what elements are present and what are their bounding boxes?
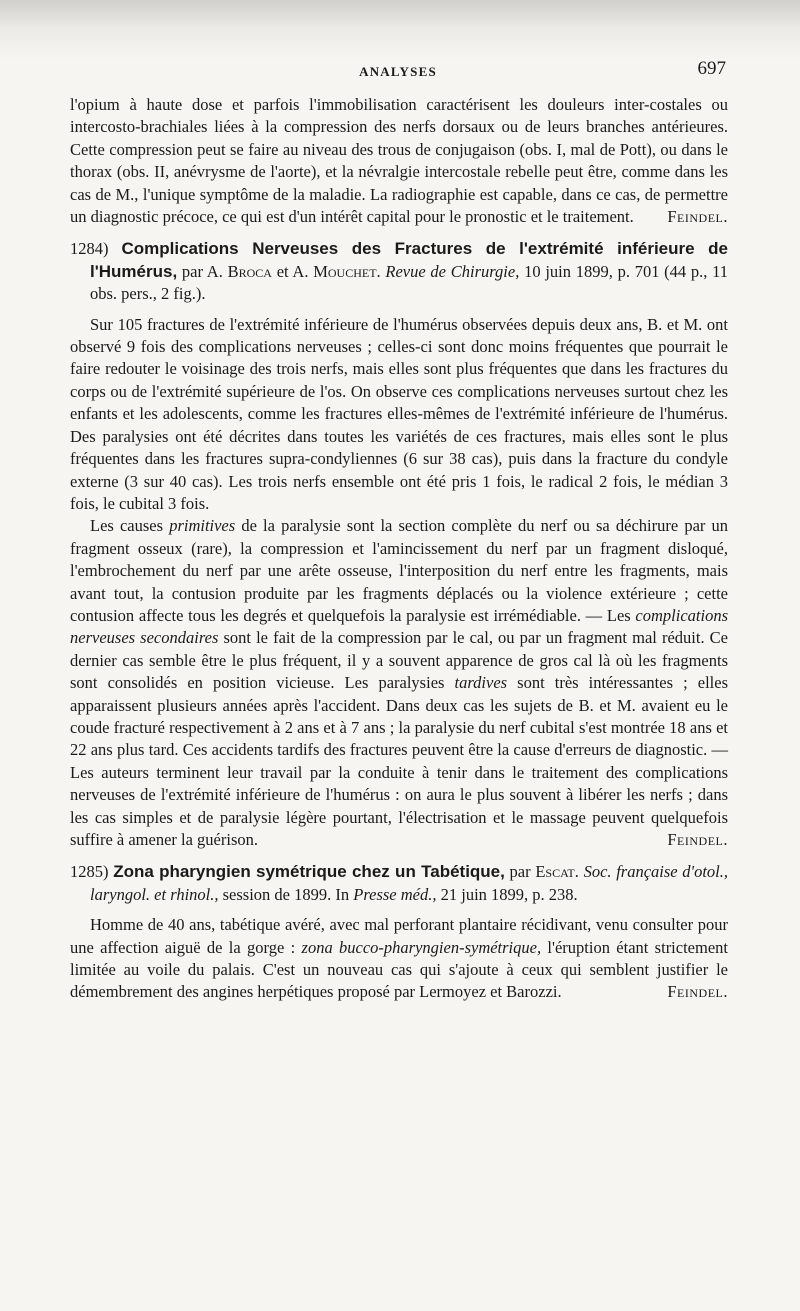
reference-text: session de 1899. In [222,884,350,904]
entry-title: Zona pharyngien symétrique chez un Tabétique, [113,862,505,882]
entry-title: Complications Nerveuses des Fractures de l'extrémité inférieure de l'Humérus, [90,239,729,281]
emphasis-text: primitives [169,516,236,536]
author-name: Broca [227,261,272,281]
journal-name: Revue de Chirurgie, [385,261,520,281]
signature: Feindel. [667,830,728,849]
reference-text: 10 juin 1899, p. 701 (44 p., 11 obs. pers., 2 fig.). [90,261,729,304]
entry-number: 1285) [70,862,109,882]
paragraph-text: l'éruption étant strictement limitée au voile du palais. C'est un nouveau cas qui s'ajoute à ceux qui semblent justifier le démembrement des angines herpétiques proposé par Lermoyez et Barozzi. [70,937,728,1002]
paragraph-text: Homme de 40 ans, tabétique avéré, avec mal perforant plantaire récidivant, venu consulter pour une affection aiguë de la gorge : [70,915,728,957]
reference-text: par [509,862,531,882]
signature: Feindel. [667,982,728,1002]
running-title: ANALYSES [359,64,437,79]
article-body [70,94,728,1004]
emphasis-text: complications nerveuses secondaires [70,605,728,648]
reference-text: et A. [276,261,309,281]
entry-1285-paragraph [70,914,728,1004]
paragraph-text: sont très intéressantes ; elles apparaissent plusieurs années après l'accident. Dans deux cas les sujets de B. et M. avaient eu le coude fracturé respectivement à 2 ans et à 7 ans ; la paralysie du nerf cubital s'est montrée 18 ans et 22 ans plus tard. Ces accidents tardifs des fractures peuvent être la cause d'erreurs de diagnostic. — Les auteurs terminent leur travail par la conduite à tenir dans le traitement des complications nerveuses de l'extrémité inférieure de l'humérus : on aura le plus souvent à libérer les nerfs ; dans les cas simples et de paralysie légère pourtant, l'électrisation et le massage peuvent quelquefois suffire à amener la guérison. [70,673,728,849]
paragraph-text: de la paralysie sont la section complète du nerf ou sa déchirure par un fragment osseux (rare), la compression et l'amincissement du nerf par un fragment disloqué, l'embrochement du nerf par une arête osseuse, l'interposition du nerf entre les fragments, mais avant tout, la contusion produite par les fragments déplacés ou la violence extérieure ; cette contusion affecte tous les degrés et quelquefois la paralysie est irrémédiable. — Les [70,516,729,625]
journal-name: Soc. française d'otol., laryngol. et rhinol., [90,862,728,904]
entry-1284-paragraph-1: Sur 105 fractures de l'extrémité inférieure de l'humérus observées depuis deux ans, B. et M. ont observé 9 fois des complications nerveuses ; celles-ci sont donc moins fréquentes que pourrait le faire redouter le voisinage des trois nerfs, mais elles sont plus fréquentes que dans les fractures du corps ou de l'extrémité supérieure de l'os. On observe ces complications nerveuses surtout chez les enfants et les adolescents, comme les fractures elles-mêmes de l'extrémité inférieure de l'humérus. Des paralysies ont été décrites dans toutes les variétés de ces fractures, mais elles sont le plus fréquentes dans les fractures supra-condyliennes (6 sur 38 cas), puis dans la fracture du condyle externe (3 sur 40 cas). Les trois nerfs ensemble ont été pris 1 fois, le radical 2 fois, le médian 3 fois, le cubital 3 fois. [70,314,728,513]
emphasis-text: tardives [454,673,508,693]
reference-text: 21 juin 1899, p. 238. [440,884,578,904]
paragraph-text: sont le fait de la compression par le cal, ou par un fragment mal réduit. Ce dernier cas semble être le plus fréquent, il y a souvent apparence de gros cal là où les fragments sont consolidés en position vicieuse. Les paralysies [70,628,729,693]
paragraph-text: Les causes [90,516,164,536]
signature: Feindel. [667,207,728,227]
emphasis-text: zona bucco-pharyngien-symétrique, [301,937,542,957]
entry-number: 1284) [70,239,109,259]
entry-heading-1284 [70,238,728,305]
prev-article-paragraph [70,94,728,228]
running-head [70,58,726,82]
reference-text: par A. [181,261,223,281]
entry-1284-paragraph-2 [70,515,728,851]
journal-name: Presse méd., [353,884,437,904]
entry-heading-1285 [70,861,728,906]
author-name: Mouchet. [313,261,381,281]
page-number: 697 [697,58,726,79]
author-name: Escat. [535,862,579,882]
prev-article-text: l'opium à haute dose et parfois l'immobilisation caractérisent les douleurs inter-costales ou intercosto-brachiales liées à la compression des nerfs dorsaux ou de leurs branches antérieures. Cette compression peut se faire au niveau des trous de conjugaison (obs. I, mal de Pott), ou dans le thorax (obs. II, anévrysme de l'aorte), et la névralgie intercostale rebelle peut être, comme dans les cas de M., l'unique symptôme de la maladie. La radiographie est capable, dans ce cas, de permettre un diagnostic précoce, ce qui est d'un intérêt capital pour le pronostic et le traitement. [70,95,728,227]
